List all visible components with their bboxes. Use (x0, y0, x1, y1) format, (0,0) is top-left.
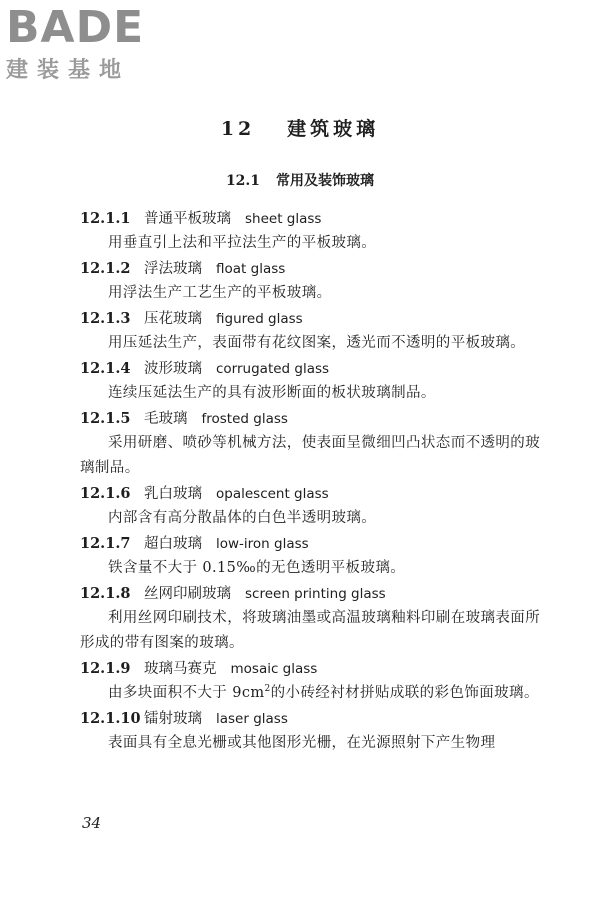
glossary-entry (80, 356, 550, 406)
entry-definition: 内部含有高分散晶体的白色半透明玻璃。 (108, 510, 377, 526)
glossary-entry (80, 206, 550, 256)
superscript-exponent: 2 (264, 684, 271, 695)
entry-definition: 铁含量不大于 0.15‰的无色透明平板玻璃。 (108, 560, 406, 576)
section-title (0, 170, 600, 190)
entry-term-en: sheet glass (245, 211, 322, 227)
entry-term-cn: 超白玻璃 (144, 536, 202, 552)
entry-number: 12.1.2 (80, 260, 131, 277)
glossary-entries (80, 206, 550, 756)
entry-term-cn: 毛玻璃 (144, 411, 188, 427)
logo-subtitle: 建装基地 (6, 58, 131, 83)
bade-logo (6, 4, 144, 84)
glossary-entry (80, 481, 550, 531)
definition-text: 的小砖经衬材拼贴成联的彩色饰面玻璃。 (270, 685, 539, 701)
glossary-entry (80, 581, 550, 656)
entry-number: 12.1.5 (80, 410, 131, 427)
entry-heading (80, 531, 550, 556)
entry-definition: 用浮法生产工艺生产的平板玻璃。 (108, 285, 332, 301)
entry-term-en: laser glass (216, 711, 288, 727)
entry-term-en: frosted glass (201, 411, 288, 427)
entry-number: 12.1.7 (80, 535, 131, 552)
glossary-entry (80, 256, 550, 306)
logo-brand: BADE (6, 2, 145, 53)
entry-number: 12.1.6 (80, 485, 131, 502)
chapter-name: 建筑玻璃 (287, 118, 380, 140)
glossary-entry (80, 306, 550, 356)
definition-text: 由多块面积不大于 9cm (108, 685, 265, 701)
glossary-entry (80, 531, 550, 581)
entry-term-en: low-iron glass (216, 536, 309, 552)
entry-heading (80, 356, 550, 381)
entry-definition: 用垂直引上法和平拉法生产的平板玻璃。 (108, 235, 377, 251)
entry-number: 12.1.4 (80, 360, 131, 377)
entry-term-en: corrugated glass (216, 361, 330, 377)
entry-number: 12.1.9 (80, 660, 131, 677)
chapter-title (0, 114, 600, 141)
entry-number: 12.1.8 (80, 585, 131, 602)
entry-term-cn: 压花玻璃 (144, 311, 202, 327)
entry-definition: 采用研磨、喷砂等机械方法，使表面呈微细凹凸状态而不透明的玻璃制品。 (80, 435, 541, 476)
entry-term-cn: 普通平板玻璃 (144, 211, 231, 227)
entry-definition: 利用丝网印刷技术，将玻璃油墨或高温玻璃釉料印刷在玻璃表面所形成的带有图案的玻璃。 (80, 610, 541, 651)
entry-term-en: mosaic glass (230, 661, 318, 677)
entry-heading (80, 256, 550, 281)
entry-heading (80, 581, 550, 606)
entry-term-cn: 波形玻璃 (144, 361, 202, 377)
chapter-number: 12 (220, 118, 256, 140)
page-number: 34 (82, 814, 102, 832)
entry-heading (80, 656, 550, 681)
entry-term-en: opalescent glass (216, 486, 329, 502)
entry-heading (80, 481, 550, 506)
entry-term-en: screen printing glass (245, 586, 386, 602)
entry-term-cn: 玻璃马赛克 (144, 661, 217, 677)
entry-heading (80, 306, 550, 331)
entry-number: 12.1.10 (80, 710, 141, 727)
entry-definition: 连续压延法生产的具有波形断面的板状玻璃制品。 (108, 385, 436, 401)
entry-term-en: figured glass (216, 311, 303, 327)
entry-term-cn: 丝网印刷玻璃 (144, 586, 231, 602)
entry-term-cn: 浮法玻璃 (144, 261, 202, 277)
entry-term-cn: 乳白玻璃 (144, 486, 202, 502)
entry-definition (80, 681, 550, 706)
glossary-entry (80, 656, 550, 706)
entry-definition: 用压延法生产，表面带有花纹图案，透光而不透明的平板玻璃。 (108, 335, 526, 351)
entry-number: 12.1.3 (80, 310, 131, 327)
glossary-entry (80, 406, 550, 481)
entry-heading (80, 406, 550, 431)
entry-heading (80, 706, 550, 731)
entry-number: 12.1.1 (80, 210, 131, 227)
entry-term-cn: 镭射玻璃 (144, 711, 202, 727)
entry-definition: 表面具有全息光栅或其他图形光栅，在光源照射下产生物理 (108, 735, 496, 751)
section-name: 常用及装饰玻璃 (276, 173, 375, 189)
entry-term-en: float glass (216, 261, 286, 277)
glossary-entry (80, 706, 550, 756)
section-number: 12.1 (225, 173, 261, 189)
entry-heading (80, 206, 550, 231)
